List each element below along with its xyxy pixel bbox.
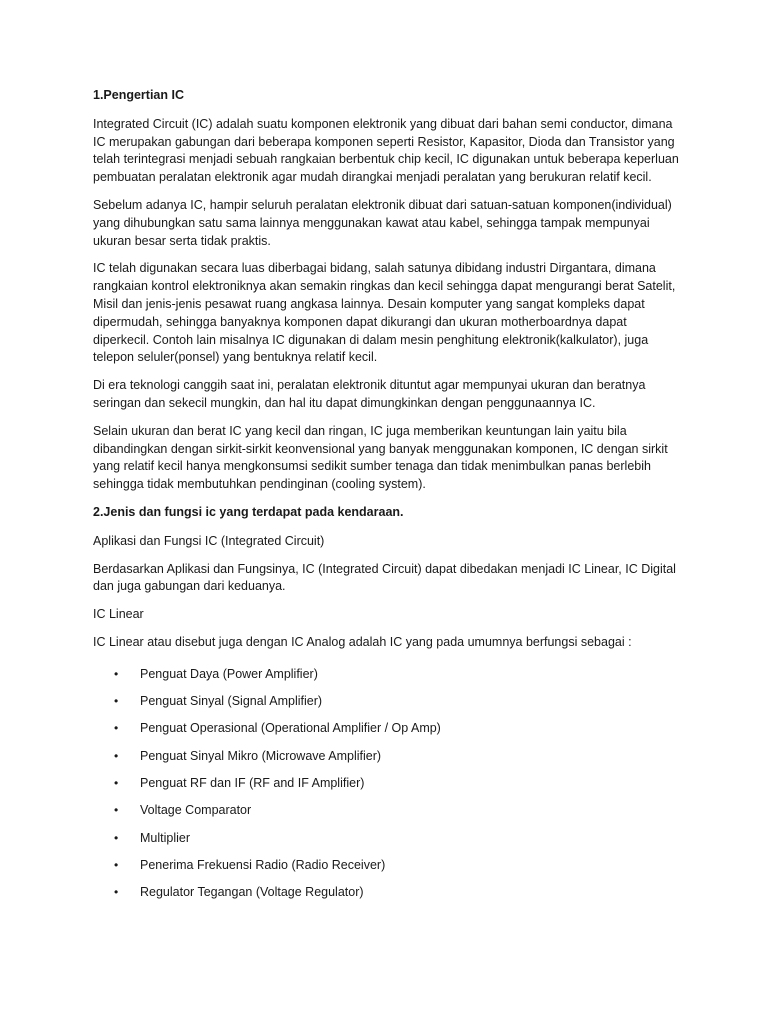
paragraph-ic-definition: Integrated Circuit (IC) adalah suatu komponen elektronik yang dibuat dari bahan semi conductor, dimana IC merupakan gabungan dari beberapa komponen seperti Resistor, Kapasitor, Dioda dan Transistor yang telah terintegrasi menjadi sebuah rangkaian berbentuk chip kecil, IC digunakan untuk beberapa keperluan pembuatan peralatan elektronik agar mudah dirangkai menjadi peralatan yang berukuran relatif kecil. [93, 116, 679, 185]
bullet-icon: • [114, 721, 119, 736]
bullet-icon: • [114, 775, 119, 790]
list-item [93, 693, 683, 720]
document-page [93, 87, 683, 911]
list-item-text: Penguat Operasional (Operational Amplifier / Op Amp) [140, 721, 441, 736]
list-item-text: Regulator Tegangan (Voltage Regulator) [140, 885, 364, 900]
list-item [93, 857, 683, 884]
bullet-icon: • [114, 857, 119, 872]
list-item [93, 884, 683, 911]
bullet-icon: • [114, 885, 119, 900]
paragraph-ic-classification: Berdasarkan Aplikasi dan Fungsinya, IC (Integrated Circuit) dapat dibedakan menjadi IC Linear, IC Digital dan juga gabungan dari keduanya. [93, 561, 676, 594]
list-item-text: Penguat Sinyal Mikro (Microwave Amplifier) [140, 748, 382, 763]
list-item-text: Penguat Sinyal (Signal Amplifier) [140, 694, 323, 709]
paragraph-before-ic: Sebelum adanya IC, hampir seluruh peralatan elektronik dibuat dari satuan-satuan komponen(individual) yang dihubungkan satu sama lainnya menggunakan kawat atau kabel, sehingga tampak mempunyai ukuran besar serta tidak praktis. [93, 197, 672, 248]
list-item [93, 802, 683, 829]
bullet-icon: • [114, 748, 119, 763]
list-item [93, 748, 683, 775]
list-item-text: Penguat Daya (Power Amplifier) [140, 666, 318, 681]
bullet-icon: • [114, 694, 119, 709]
list-item [93, 666, 683, 693]
bullet-icon: • [114, 803, 119, 818]
section-2-subheading: Aplikasi dan Fungsi IC (Integrated Circuit) [93, 533, 325, 548]
list-item-text: Penguat RF dan IF (RF and IF Amplifier) [140, 775, 365, 790]
paragraph-ic-linear-intro: IC Linear atau disebut juga dengan IC Analog adalah IC yang pada umumnya berfungsi sebagai : [93, 634, 632, 649]
ic-linear-function-list [93, 666, 683, 912]
list-item-text: Voltage Comparator [140, 803, 252, 818]
section-1-heading: 1.Pengertian IC [93, 88, 184, 102]
paragraph-ic-usage: IC telah digunakan secara luas diberbagai bidang, salah satunya dibidang industri Dirgantara, dimana rangkaian kontrol elektroniknya akan semakin ringkas dan kecil sehingga dapat mengurangi berat Satelit, Misil dan jenis-jenis pesawat ruang angkasa lainnya. Desain komputer yang sangat kompleks dapat dipermudah, sehingga banyaknya komponen dapat dikurangi dan ukuran motherboardnya dapat diperkecil. Contoh lain misalnya IC digunakan di dalam mesin penghitung elektronik(kalkulator), juga telepon seluler(ponsel) yang bentuknya relatif kecil. [93, 261, 676, 365]
list-item-text: Penerima Frekuensi Radio (Radio Receiver) [140, 857, 386, 872]
bullet-icon: • [114, 830, 119, 845]
list-item [93, 830, 683, 857]
list-item [93, 775, 683, 802]
ic-linear-title: IC Linear [93, 607, 144, 622]
paragraph-modern-era: Di era teknologi canggih saat ini, peralatan elektronik dituntut agar mempunyai ukuran dan beratnya seringan dan sekecil mungkin, dan hal itu dapat dimungkinkan dengan penggunaannya IC. [93, 378, 646, 410]
section-2-heading: 2.Jenis dan fungsi ic yang terdapat pada kendaraan. [93, 504, 404, 519]
list-item [93, 720, 683, 747]
paragraph-ic-advantages: Selain ukuran dan berat IC yang kecil dan ringan, IC juga memberikan keuntungan lain yaitu bila dibandingkan dengan sirkit-sirkit keonvensional yang banyak menggunakan komponen, IC dengan sirkit yang relatif kecil hanya mengkonsumsi sedikit sumber tenaga dan tidak menimbulkan panas berlebih sehingga tidak membutuhkan pendinginan (cooling system). [93, 423, 668, 492]
list-item-text: Multiplier [140, 830, 191, 845]
bullet-icon: • [114, 666, 119, 681]
